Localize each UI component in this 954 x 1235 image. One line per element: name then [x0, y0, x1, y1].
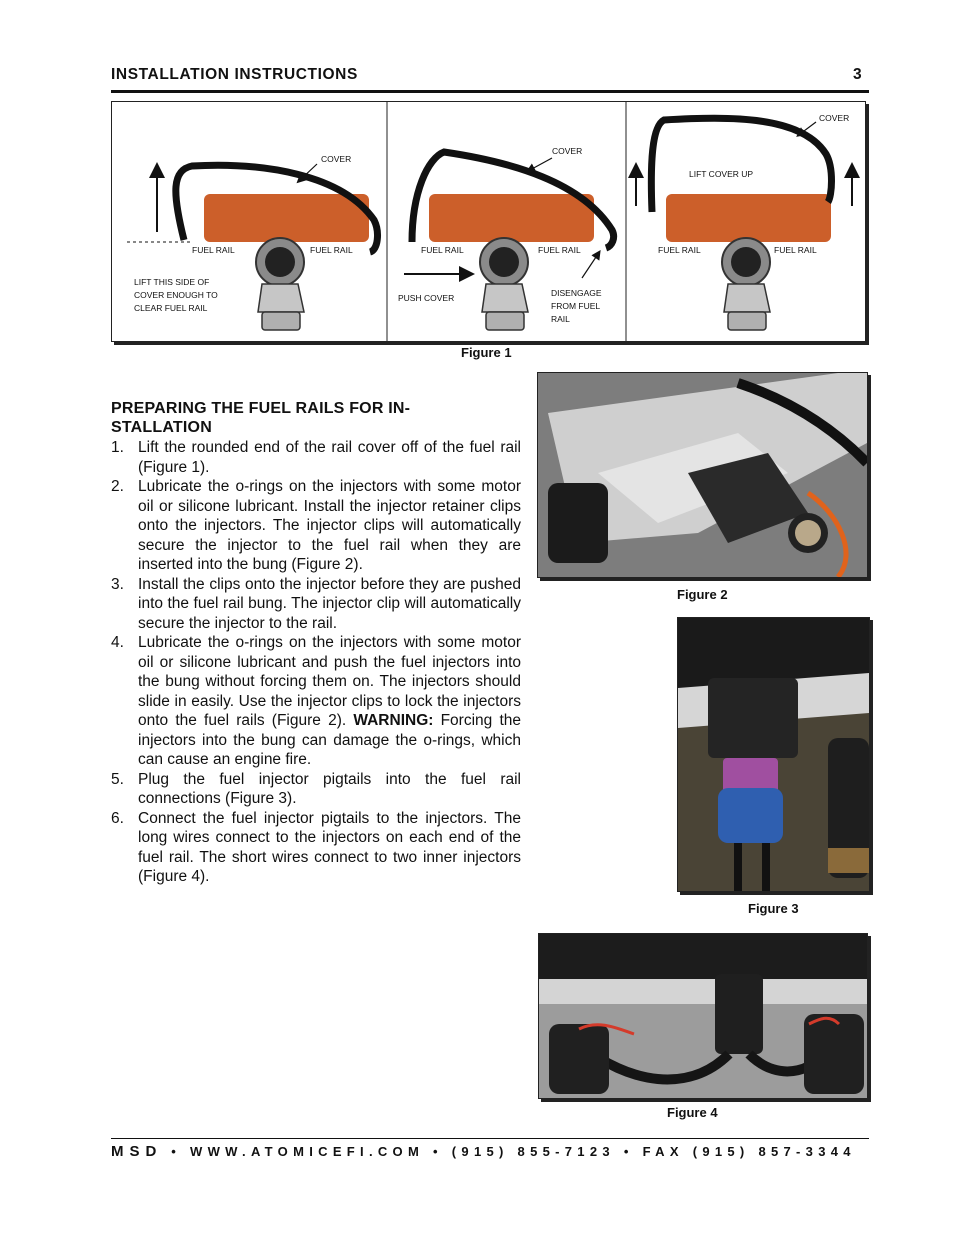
footer [111, 1143, 869, 1160]
figure-3-photo [677, 617, 870, 892]
injector-body [482, 284, 528, 312]
fuel-rail-label-left: FUEL RAIL [658, 245, 701, 255]
figure-1-panel-2 [398, 146, 614, 330]
disengage-line-2: FROM FUEL [551, 301, 601, 311]
lift-note-line-1: LIFT THIS SIDE OF [134, 277, 210, 287]
figure-4-illustration [539, 934, 867, 1098]
injector-top [731, 247, 761, 277]
fuel-rail-label-right: FUEL RAIL [310, 245, 353, 255]
footer-rule [111, 1138, 869, 1139]
step-text: Lift the rounded end of the rail cover off of the fuel rail (Figure 1). [138, 439, 521, 476]
step-number: 1. [111, 439, 124, 456]
section-title [111, 399, 511, 437]
figure-1-svg [112, 102, 865, 341]
lift-cover-up-label: LIFT COVER UP [689, 169, 754, 179]
footer-brand: MSD [111, 1143, 163, 1160]
section-title-line-1: PREPARING THE FUEL RAILS FOR IN- [111, 400, 411, 417]
warning-text: Forcing the injectors into the bung can damage the o-rings, which can cause an engine fire. [138, 712, 521, 768]
injector-top [265, 247, 295, 277]
injector-seal [262, 312, 300, 330]
header-rule [111, 90, 869, 93]
figure-1-caption: Figure 1 [461, 345, 512, 360]
injector-body [724, 284, 770, 312]
disengage-pointer [582, 254, 598, 278]
cover-label: COVER [819, 113, 850, 123]
figure-1-diagram [111, 101, 866, 342]
fuel-rail-label-left: FUEL RAIL [421, 245, 464, 255]
figure-2-photo [537, 372, 868, 578]
footer-website[interactable]: WWW.ATOMICEFI.COM [190, 1144, 425, 1159]
cover-pointer [800, 122, 816, 134]
step-item [111, 770, 521, 809]
lift-note-line-3: CLEAR FUEL RAIL [134, 303, 208, 313]
fuel-rail-body [204, 194, 369, 242]
fuel-rail-body [429, 194, 594, 242]
fuel-rail-label-right: FUEL RAIL [774, 245, 817, 255]
step-text: Connect the fuel injector pigtails to the injectors. The long wires connect to the injectors on each end of the fuel rail. The short wires connect to two inner injectors (Figure 4). [138, 809, 521, 885]
step-item [111, 438, 521, 477]
footer-separator: • [171, 1144, 182, 1159]
step-text: Lubricate the o-rings on the injectors with some motor oil or silicone lubricant and push the fuel injectors into the bung without forcing them on. The injectors should slide in easily. Use the injector clips to lock the injectors onto the fuel rails (Figure 2). [138, 634, 521, 729]
section-title-line-2: STALLATION [111, 419, 212, 436]
page-header-title: INSTALLATION INSTRUCTIONS [111, 66, 358, 83]
push-cover-label: PUSH COVER [398, 293, 455, 303]
figure-4-caption: Figure 4 [667, 1105, 718, 1120]
figure-1-panel-3 [636, 113, 852, 330]
footer-separator: • [623, 1144, 634, 1159]
footer-fax: FAX (915) 857-3344 [642, 1144, 856, 1159]
footer-separator: • [433, 1144, 443, 1159]
step-item [111, 575, 521, 634]
figure-3-caption: Figure 3 [748, 901, 799, 916]
figure-4-photo [538, 933, 868, 1099]
figure-2-caption: Figure 2 [677, 587, 728, 602]
fuel-rail-label-left: FUEL RAIL [192, 245, 235, 255]
cover-label: COVER [552, 146, 583, 156]
step-number: 2. [111, 478, 124, 495]
warning-label: WARNING: [353, 712, 434, 729]
injector-seal [486, 312, 524, 330]
lift-note-line-2: COVER ENOUGH TO [134, 290, 218, 300]
step-item [111, 809, 521, 887]
page-number: 3 [853, 66, 862, 83]
step-item [111, 633, 521, 770]
step-number: 3. [111, 575, 124, 593]
step-number: 4. [111, 634, 124, 651]
step-number: 6. [111, 809, 124, 827]
disengage-line-3: RAIL [551, 314, 570, 324]
fuel-rail-label-right: FUEL RAIL [538, 245, 581, 255]
step-number: 5. [111, 770, 124, 788]
footer-phone: (915) 855-7123 [451, 1144, 615, 1159]
fuel-rail-body [666, 194, 831, 242]
instruction-steps [111, 438, 521, 887]
cover-pointer [530, 158, 552, 170]
cover-label: COVER [321, 154, 352, 164]
figure-2-illustration [538, 373, 867, 577]
figure-3-illustration [678, 618, 869, 891]
injector-top [489, 247, 519, 277]
disengage-line-1: DISENGAGE [551, 288, 602, 298]
step-text: Plug the fuel injector pigtails into the fuel rail connections (Figure 3). [138, 770, 521, 807]
figure-1-panel-1 [127, 154, 377, 330]
injector-body [258, 284, 304, 312]
step-text: Lubricate the o-rings on the injectors with some motor oil or silicone lubricant. Install the injector retainer clips onto the injectors. The injector clips will automatically secure the injector to the fuel rail when they are inserted into the bung (Figure 2). [138, 478, 521, 573]
step-item [111, 477, 521, 575]
injector-seal [728, 312, 766, 330]
step-text: Install the clips onto the injector before they are pushed into the fuel rail bung. The injector clip will automatically secure the injector to the rail. [138, 575, 521, 632]
